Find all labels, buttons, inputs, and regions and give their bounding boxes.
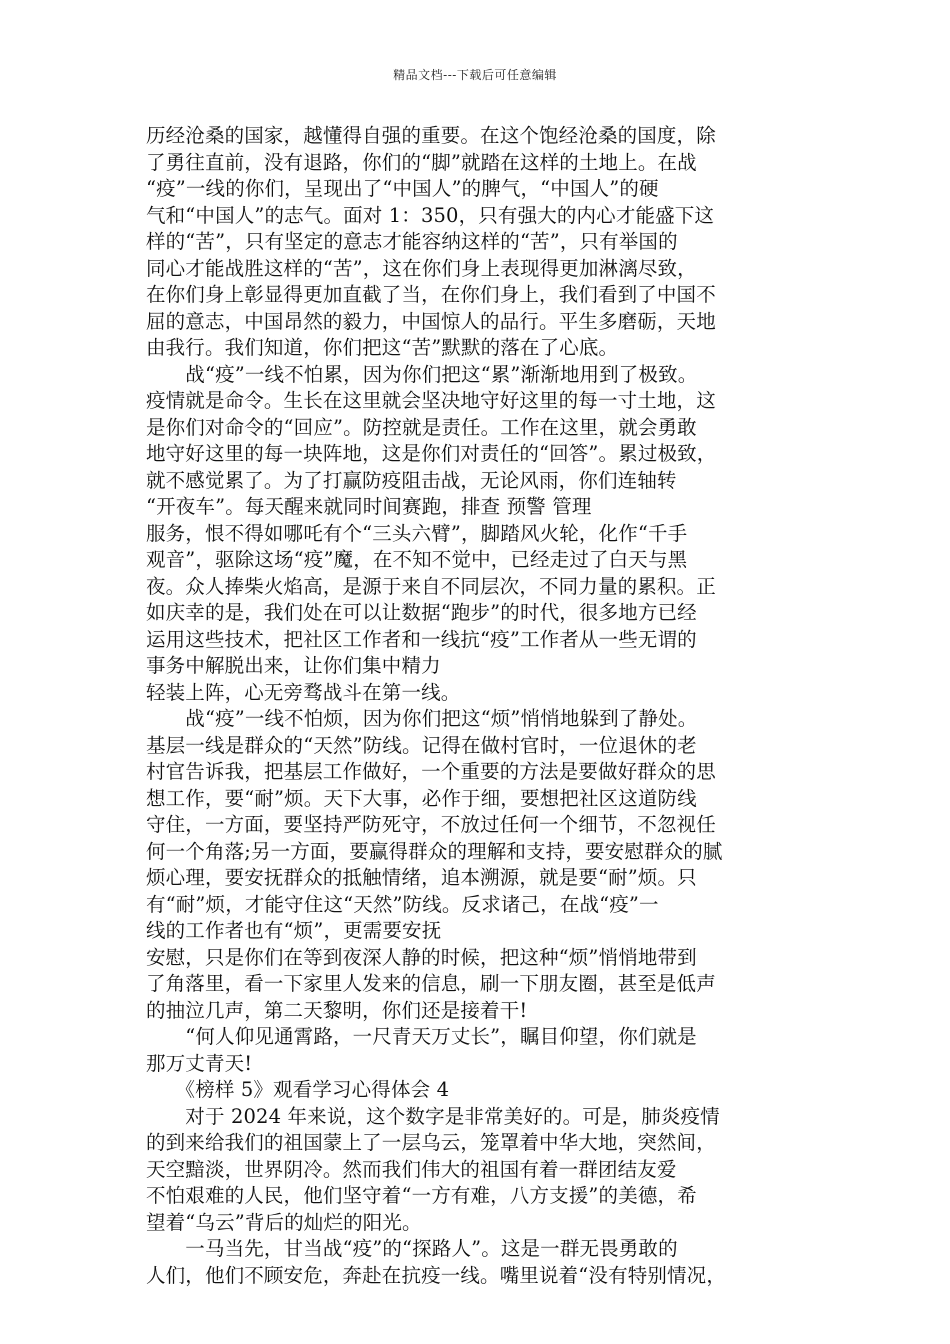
text-line: 线的工作者也有“烦”，更需要安抚 bbox=[146, 919, 442, 942]
text-line: 一马当先，甘当战“疫”的“探路人”。这是一群无畏勇敢的 bbox=[146, 1237, 678, 1260]
text-line: 村官告诉我，把基层工作做好，一个重要的方法是要做好群众的思 bbox=[146, 760, 716, 783]
text-line: 了勇往直前，没有退路，你们的“脚”就踏在这样的土地上。在战 bbox=[146, 150, 697, 174]
text-line: 样的“苦”，只有坚定的意志才能容纳这样的“苦”，只有举国的 bbox=[146, 230, 678, 253]
text-line: 屈的意志，中国昂然的毅力，中国惊人的品行。平生多磨砺，天地 bbox=[146, 309, 716, 333]
section-heading: 《榜样 5》观看学习心得体会 4 bbox=[146, 1078, 450, 1101]
text-line: 何一个角落;另一方面，要赢得群众的理解和支持，要安慰群众的腻 bbox=[146, 839, 723, 863]
text-line: 那万丈青天! bbox=[146, 1051, 253, 1075]
text-line: 了角落里，看一下家里人发来的信息，刷一下朋友圈，甚至是低声 bbox=[146, 972, 716, 995]
text-line: 安慰，只是你们在等到夜深人静的时候，把这种“烦”悄悄地带到 bbox=[146, 945, 697, 969]
text-line: 夜。众人捧柴火焰高，是源于来自不同层次，不同力量的累积。正 bbox=[146, 574, 716, 598]
text-line: 轻装上阵，心无旁骛战斗在第一线。 bbox=[146, 680, 461, 704]
text-line: 人们，他们不顾安危，奔赴在抗疫一线。嘴里说着“没有特别情况， bbox=[146, 1263, 726, 1287]
text-line: 不怕艰难的人民，他们坚守着“一方有难，八方支援”的美德，希 bbox=[146, 1184, 697, 1207]
text-line: 是你们对命令的“回应”。防控就是责任。工作在这里，就会勇敢 bbox=[146, 415, 697, 439]
text-line: 望着“乌云”背后的灿烂的阳光。 bbox=[146, 1210, 422, 1234]
text-line: 想工作，要“耐”烦。天下大事，必作于细，要想把社区这道防线 bbox=[146, 786, 697, 810]
text-line: 在你们身上彰显得更加直截了当，在你们身上，我们看到了中国不 bbox=[146, 283, 716, 306]
text-line: 天空黯淡，世界阴冷。然而我们伟大的祖国有着一群团结友爱 bbox=[146, 1157, 677, 1181]
text-line: 基层一线是群众的“天然”防线。记得在做村官时，一位退休的老 bbox=[146, 733, 697, 757]
document-body bbox=[146, 123, 826, 1289]
page-header: 精品文档---下载后可任意编辑 bbox=[393, 68, 557, 82]
text-line: 由我行。我们知道，你们把这“苦”默默的落在了心底。 bbox=[146, 336, 619, 359]
text-line: 守住，一方面，要坚持严防死守，不放过任何一个细节，不忽视任 bbox=[146, 813, 716, 836]
text-line: 烦心理，要安抚群众的抵触情绪，追本溯源，就是要“耐”烦。只 bbox=[146, 866, 697, 889]
text-line: 历经沧桑的国家，越懂得自强的重要。在这个饱经沧桑的国度，除 bbox=[146, 124, 716, 147]
text-line: 的抽泣几声，第二天黎明，你们还是接着干! bbox=[146, 998, 528, 1022]
text-line: “何人仰见通霄路，一尺青天万丈长”，瞩目仰望，你们就是 bbox=[146, 1025, 697, 1048]
text-line: 事务中解脱出来，让你们集中精力 bbox=[146, 654, 441, 677]
text-line: 如庆幸的是，我们处在可以让数据“跑步”的时代，很多地方已经 bbox=[146, 601, 697, 624]
text-line: 有“耐”烦，才能守住这“天然”防线。反求诸己，在战“疫”一 bbox=[146, 892, 659, 916]
text-line: 疫情就是命令。生长在这里就会坚决地守好这里的每一寸土地，这 bbox=[146, 389, 716, 412]
text-line: “开夜车”。每天醒来就同时间赛跑，排查 预警 管理 bbox=[146, 495, 592, 518]
text-line: “疫”一线的你们，呈现出了“中国人”的脾气，“中国人”的硬 bbox=[146, 177, 659, 200]
text-line: 运用这些技术，把社区工作者和一线抗“疫”工作者从一些无谓的 bbox=[146, 627, 697, 651]
text-line: 地守好这里的每一块阵地，这是你们对责任的“回答”。累过极致， bbox=[146, 442, 717, 465]
text-line: 同心才能战胜这样的“苦”，这在你们身上表现得更加淋漓尽致， bbox=[146, 256, 697, 280]
text-line: 就不感觉累了。为了打赢防疫阻击战，无论风雨，你们连轴转 bbox=[146, 468, 677, 492]
text-line: 观音”，驱除这场“疫”魔，在不知不觉中，已经走过了白天与黑 bbox=[146, 548, 688, 571]
text-line: 战“疫”一线不怕烦，因为你们把这“烦”悄悄地躲到了静处。 bbox=[146, 707, 698, 730]
text-line: 服务，恨不得如哪吒有个“三头六臂”，脚踏风火轮，化作“千手 bbox=[146, 521, 688, 545]
text-line: 气和“中国人”的志气。面对 1：350，只有强大的内心才能盛下这 bbox=[146, 203, 715, 227]
text-line: 的到来给我们的祖国蒙上了一层乌云，笼罩着中华大地，突然间， bbox=[146, 1131, 716, 1154]
text-line: 战“疫”一线不怕累，因为你们把这“累”渐渐地用到了极致。 bbox=[146, 362, 698, 386]
text-line: 对于 2024 年来说，这个数字是非常美好的。可是，肺炎疫情 bbox=[146, 1104, 720, 1128]
